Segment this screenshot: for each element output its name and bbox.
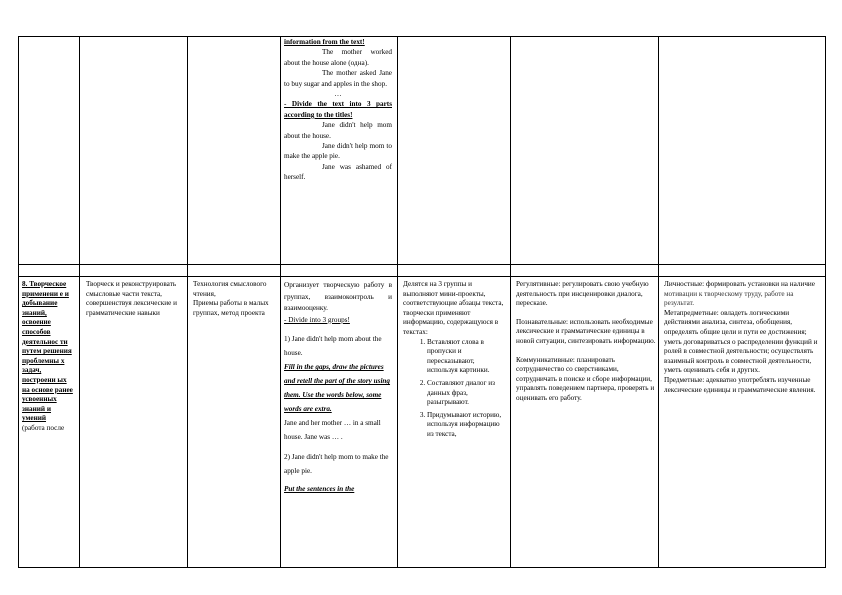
column-border — [397, 36, 398, 568]
column-border — [658, 36, 659, 568]
ellipsis-text: … — [334, 90, 342, 99]
column-border — [187, 36, 188, 568]
row-divider — [18, 276, 825, 277]
stage-note: (работа после — [22, 423, 65, 432]
column-border — [825, 36, 826, 568]
column-border — [18, 36, 19, 568]
sentence-text: The mother asked Jane to buy sugar and apples in the shop. — [284, 69, 392, 88]
personal-results-highlight: мотивации к творческому труду, работе на результат. — [664, 289, 794, 308]
personal-results-text — [664, 280, 822, 309]
goal-text: Творческ и реконструировать смысловые части текста, совершенствуя лексические и грамматические навыки — [86, 280, 177, 317]
technology-text: Технология смыслового чтения, — [193, 280, 267, 298]
methods-text: Приемы работы в малых группах, метод проекта — [193, 299, 269, 317]
student-intro-text: Делятся на 3 группы и выполняют мини-проекты, соответствующие абзацы текста, творчески применяют информацию, содержащуюся в текстах: — [403, 280, 504, 336]
stage-name-cell — [22, 280, 76, 434]
instruction-text: information from the text! — [284, 38, 365, 46]
teacher-intro-text: Организует творческую работу в группах, взаимоконтроль и взаимооценку. — [284, 281, 392, 313]
list-item: 1. Вставляют слова в пропуски и пересказывают, используя картинки. — [427, 338, 505, 376]
communicative-text: Коммуникативные: планировать сотрудничество со сверстниками, сотрудничать в поиске и сборе информации, управлять поведением партнера, проверять и оценивать его работу. — [516, 355, 655, 402]
divide-instruction: - Divide into 3 groups! — [284, 315, 350, 324]
row-divider — [18, 264, 825, 265]
title-text: Jane didn't help mom about the house. — [284, 121, 392, 140]
subject-results-text: Предметные: адекватно употреблять изученные лексические единицы и грамматические явления. — [664, 375, 816, 394]
column-border — [79, 36, 80, 568]
stage-title: 8. Творческое применени е и добывание знаний, освоение способов деятельнос ти путем решения проблемны х задач, построени ых на основе ранее усвоенных знаний и умений — [22, 280, 73, 423]
task-instruction: Fill in the gaps, draw the pictures and retell the part of the story using them. Use the words below, some words are extra. — [284, 363, 391, 414]
table-top-border — [18, 36, 825, 37]
task-title: 1) Jane didn't help mom about the house. — [284, 335, 382, 358]
column-border — [510, 36, 511, 568]
teacher-activity-cell — [284, 280, 392, 496]
mini-project-list — [403, 338, 505, 440]
row1-teacher-activity-cell — [284, 37, 392, 183]
sentence-text: The mother worked about the house alone (одна). — [284, 48, 392, 67]
task-title: 2) Jane didn't help mom to make the apple pie. — [284, 453, 389, 476]
cognitive-text: Познавательные: использовать необходимые лексические и грамматические единицы в новой ситуации, синтезировать информацию. — [516, 317, 656, 345]
title-text: Jane was ashamed of herself. — [284, 162, 392, 182]
task-text: Jane and her mother … in a small house. Jane was … . — [284, 419, 381, 442]
results-cell — [664, 280, 822, 395]
technology-cell — [193, 280, 277, 318]
column-border — [280, 36, 281, 568]
list-item: 3. Придумывают историю, используя информацию из текста, — [427, 411, 505, 440]
uud-cell — [516, 280, 656, 404]
list-item: 2. Составляют диалог из данных фраз, разыгрывают. — [427, 379, 505, 408]
goal-cell — [86, 280, 182, 318]
instruction-text: - Divide the text into 3 parts according to the titles! — [284, 100, 392, 119]
metasubject-results-text: Метапредметные: овладеть логическими действиями анализа, синтеза, обобщения, определять общие цели и пути ее достижения; уметь договариваться о распределении функций и ролей в совместной деятельности; осуществлять взаимный контроль в совместной деятельности, уметь оценивать себя и других. — [664, 308, 818, 375]
personal-results-label: Личностные: формировать установки на наличие — [664, 280, 815, 288]
task-instruction: Put the sentences in the — [284, 485, 355, 494]
title-text: Jane didn't help mom to make the apple pie. — [284, 142, 392, 161]
student-activity-cell — [403, 280, 505, 440]
table-bottom-border — [18, 567, 825, 568]
regulative-text: Регулятивные: регулировать свою учебную деятельность при инсценировки диалога, пересказе. — [516, 280, 649, 308]
